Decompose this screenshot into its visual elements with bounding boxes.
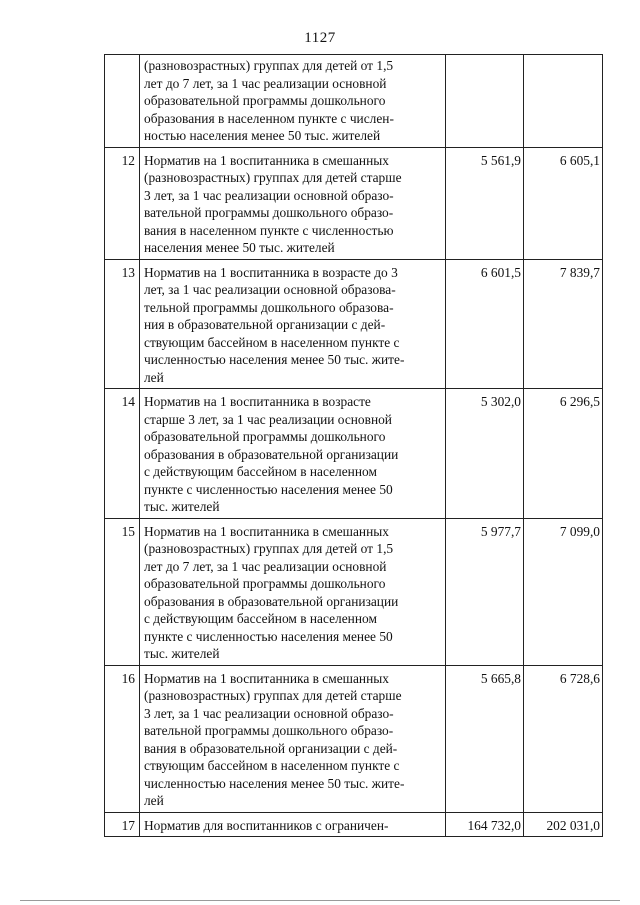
description-line: (разновозрастных) группах для детей старше bbox=[144, 170, 402, 185]
description-line: образовательной программы дошкольного bbox=[144, 93, 386, 108]
description-line: (разновозрастных) группах для детей от 1,5 bbox=[144, 58, 394, 73]
description-line: старше 3 лет, за 1 час реализации основной bbox=[144, 411, 392, 427]
description-line: образовательной программы дошкольного bbox=[144, 576, 386, 591]
norm-value-1: 5 665,8 bbox=[446, 665, 524, 812]
bottom-divider bbox=[20, 900, 620, 901]
table-row bbox=[105, 665, 603, 812]
description-line: вательной программы дошкольного образо- bbox=[144, 723, 394, 738]
norms-table bbox=[104, 54, 603, 837]
description-line: (разновозрастных) группах для детей от 1,5 bbox=[144, 541, 394, 556]
norm-description bbox=[140, 389, 446, 519]
norm-description bbox=[140, 812, 446, 837]
description-line: Норматив на 1 воспитанника в возрасте bbox=[144, 394, 371, 409]
description-line: (разновозрастных) группах для детей старше bbox=[144, 688, 402, 703]
norm-value-1: 5 561,9 bbox=[446, 147, 524, 259]
norm-description bbox=[140, 518, 446, 665]
description-line: 3 лет, за 1 час реализации основной образо- bbox=[144, 705, 394, 721]
description-line: образования в образовательной организации bbox=[144, 593, 399, 609]
norm-value-2: 6 728,6 bbox=[524, 665, 603, 812]
description-line: Норматив на 1 воспитанника в смешанных bbox=[144, 523, 389, 539]
page-number: 1127 bbox=[304, 30, 336, 46]
description-line: тыс. жителей bbox=[144, 499, 220, 514]
norm-value-1: 6 601,5 bbox=[446, 259, 524, 389]
row-number: 17 bbox=[105, 812, 140, 837]
description-line: образования в населенном пункте с числен- bbox=[144, 110, 394, 126]
row-number: 15 bbox=[105, 518, 140, 665]
row-number: 14 bbox=[105, 389, 140, 519]
description-line: Норматив на 1 воспитанника в смешанных bbox=[144, 152, 389, 168]
table-row bbox=[105, 389, 603, 519]
description-line: лет до 7 лет, за 1 час реализации основной bbox=[144, 75, 387, 91]
table-row bbox=[105, 259, 603, 389]
norm-description bbox=[140, 147, 446, 259]
description-line: вательной программы дошкольного образо- bbox=[144, 205, 394, 220]
description-line: численностью населения менее 50 тыс. жите- bbox=[144, 775, 405, 791]
norm-value-2: 6 605,1 bbox=[524, 147, 603, 259]
description-line: лей bbox=[144, 369, 164, 385]
description-line: лет, за 1 час реализации основной образова- bbox=[144, 282, 396, 297]
description-line: численностью населения менее 50 тыс. жите- bbox=[144, 352, 405, 367]
norm-value-2: 7 099,0 bbox=[524, 518, 603, 665]
norms-table-body bbox=[105, 55, 603, 837]
description-line: населения менее 50 тыс. жителей bbox=[144, 240, 335, 255]
description-line: ностью населения менее 50 тыс. жителей bbox=[144, 128, 381, 143]
row-number: 16 bbox=[105, 665, 140, 812]
description-line: 3 лет, за 1 час реализации основной образо- bbox=[144, 187, 394, 203]
description-line: тыс. жителей bbox=[144, 646, 220, 661]
norm-value-2 bbox=[524, 55, 603, 148]
norm-value-2: 6 296,5 bbox=[524, 389, 603, 519]
norm-value-2: 7 839,7 bbox=[524, 259, 603, 389]
norm-value-1 bbox=[446, 55, 524, 148]
description-line: лет до 7 лет, за 1 час реализации основной bbox=[144, 558, 387, 574]
norm-value-2: 202 031,0 bbox=[524, 812, 603, 837]
norm-description bbox=[140, 55, 446, 148]
description-line: Норматив на 1 воспитанника в смешанных bbox=[144, 670, 389, 686]
description-line: вания в населенном пункте с численностью bbox=[144, 222, 394, 238]
description-line: тельной программы дошкольного образова- bbox=[144, 299, 394, 315]
description-line: образования в образовательной организации bbox=[144, 446, 399, 462]
norm-value-1: 5 977,7 bbox=[446, 518, 524, 665]
norm-description bbox=[140, 665, 446, 812]
description-line: образовательной программы дошкольного bbox=[144, 429, 386, 444]
norm-description bbox=[140, 259, 446, 389]
table-row bbox=[105, 812, 603, 837]
description-line: пункте с численностью населения менее 50 bbox=[144, 481, 393, 497]
description-line: пункте с численностью населения менее 50 bbox=[144, 628, 393, 644]
description-line: Норматив на 1 воспитанника в возрасте до 3 bbox=[144, 264, 398, 280]
description-line: ствующим бассейном в населенном пункте с bbox=[144, 758, 400, 773]
table-row bbox=[105, 147, 603, 259]
row-number bbox=[105, 55, 140, 148]
description-line: с действующим бассейном в населенном bbox=[144, 611, 377, 626]
row-number: 12 bbox=[105, 147, 140, 259]
description-line: ствующим бассейном в населенном пункте с bbox=[144, 334, 400, 350]
description-line: ния в образовательной организации с дей- bbox=[144, 317, 386, 332]
description-line: Норматив для воспитанников с ограничен- bbox=[144, 817, 389, 833]
table-row bbox=[105, 55, 603, 148]
description-line: вания в образовательной организации с дей- bbox=[144, 740, 398, 756]
row-number: 13 bbox=[105, 259, 140, 389]
description-line: с действующим бассейном в населенном bbox=[144, 464, 377, 479]
table-row bbox=[105, 518, 603, 665]
norm-value-1: 164 732,0 bbox=[446, 812, 524, 837]
norm-value-1: 5 302,0 bbox=[446, 389, 524, 519]
description-line: лей bbox=[144, 793, 164, 808]
